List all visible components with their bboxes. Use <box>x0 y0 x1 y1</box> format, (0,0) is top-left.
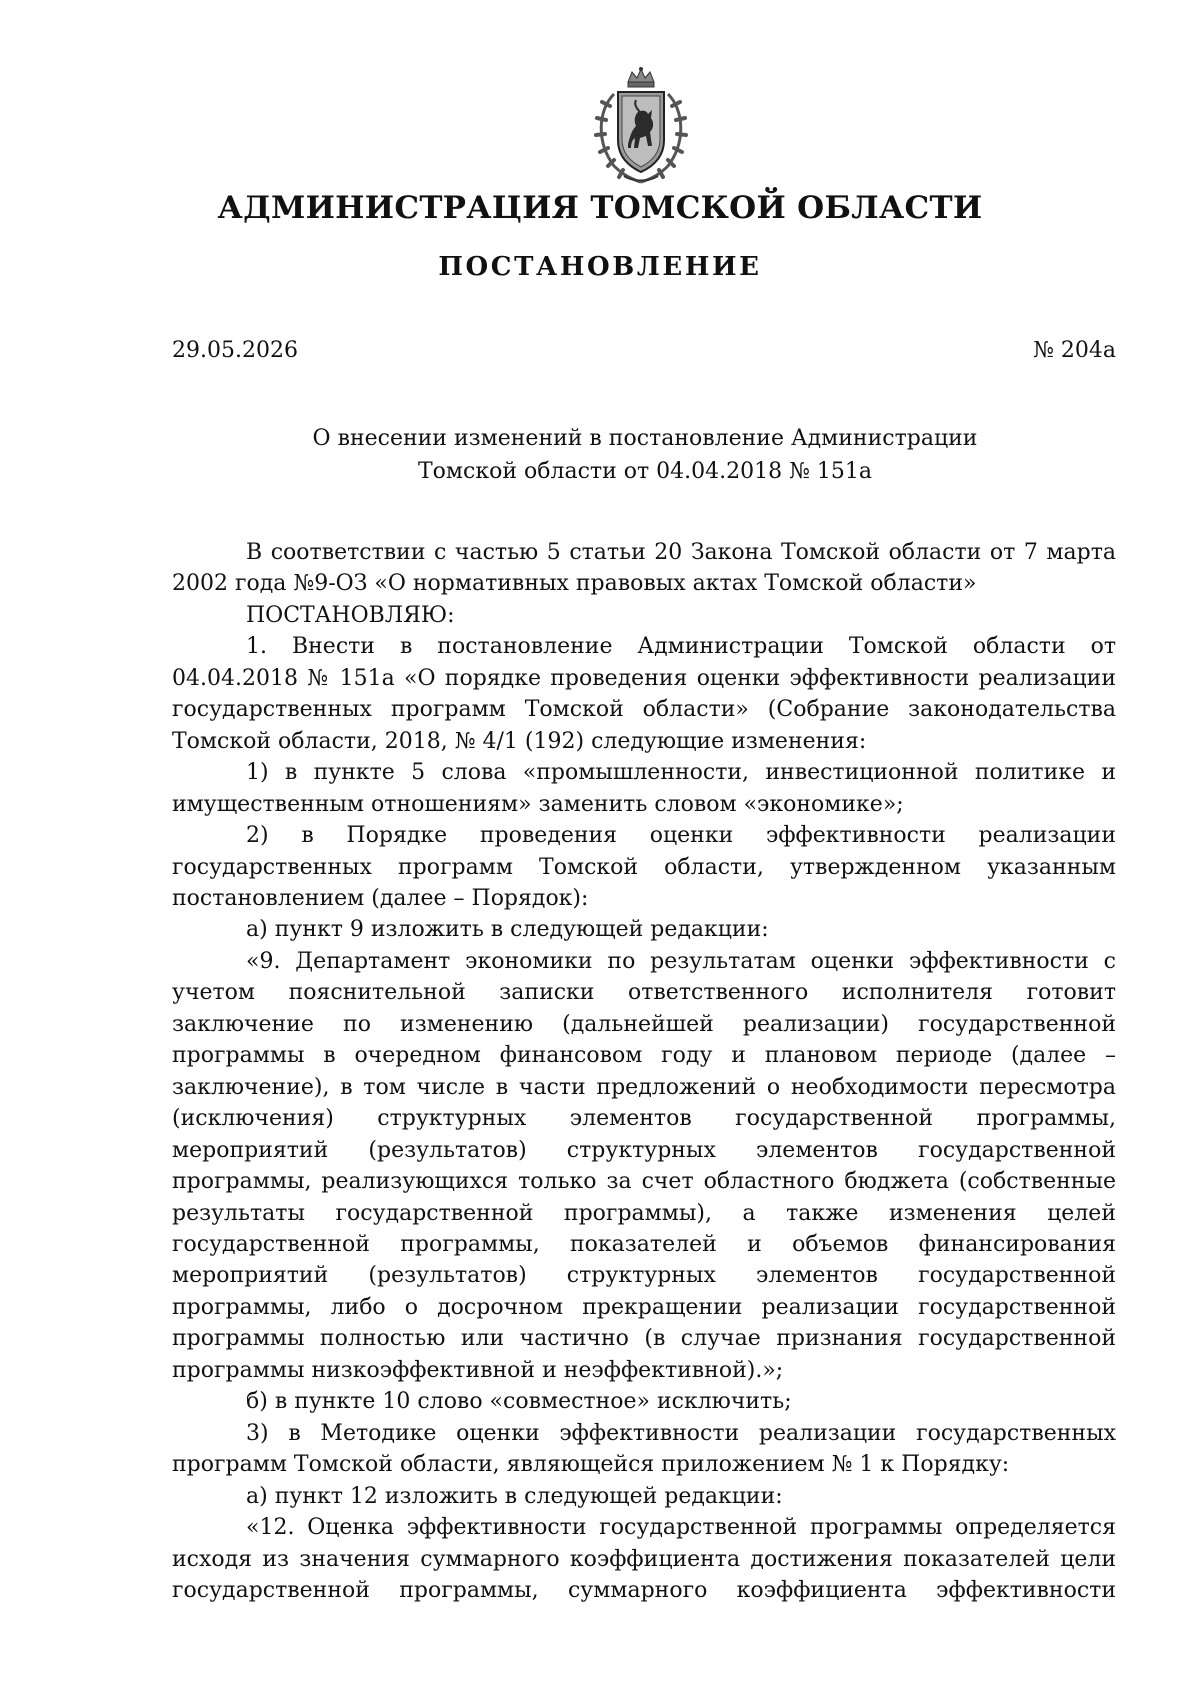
paragraph-quote-12: «12. Оценка эффективности государственной программы определяется исходя из значения суммарного коэффициента достижения показателей цели государственной программы, суммарного коэффициента эффективности <box>172 1515 1116 1603</box>
paragraph-item-1-3: 3) в Методике оценки эффективности реализации государственных программ Томской области, являющейся приложением № 1 к Порядку: <box>172 1420 1116 1478</box>
document-type-title: ПОСТАНОВЛЕНИЕ <box>438 252 762 282</box>
paragraph-item-1-2-b: б) в пункте 10 слово «совместное» исключить; <box>246 1389 792 1415</box>
paragraph-item-1-3-a: а) пункт 12 изложить в следующей редакции: <box>246 1483 783 1509</box>
paragraph-quote-9: «9. Департамент экономики по результатам оценки эффективности с учетом пояснительной записки ответственного исполнителя готовит заключение по изменению (дальнейшей реализации) государственной программы в очередном финансовом году и плановом периоде (далее – заключение), в том числе в части предложений о необходимости пересмотра (исключения) структурных элементов государственной программы, мероприятий (результатов) структурных элементов государственной программы, реализующихся только за счет областного бюджета (собственные результаты государственной программы), а также изменения целей государственной программы, показателей и объемов финансирования мероприятий (результатов) структурных элементов государственной программы, либо о досрочном прекращении реализации государственной программы полностью или частично (в случае признания государственной программы низкоэффективной и неэффективной).»; <box>172 948 1116 1383</box>
paragraph-item-1-1: 1) в пункте 5 слова «промышленности, инвестиционной политике и имущественным отношениям» заменить словом «экономике»; <box>172 760 1116 817</box>
document-date: 29.05.2026 <box>172 338 298 363</box>
document-number: № 204а <box>1033 338 1116 363</box>
document-subject <box>172 422 1118 488</box>
resolve-heading: ПОСТАНОВЛЯЮ: <box>246 602 455 628</box>
subject-line: Томской области от 04.04.2018 № 151а <box>417 459 873 484</box>
document-body <box>172 537 1116 1606</box>
coat-of-arms-icon <box>584 66 698 186</box>
preamble-paragraph: В соответствии с частью 5 статьи 20 Закона Томской области от 7 марта 2002 года №9-ОЗ «О нормативных правовых актах Томской области» <box>172 540 1116 597</box>
paragraph-item-1-2: 2) в Порядке проведения оценки эффективности реализации государственных программ Томской области, утвержденном указанным постановлением (далее – Порядок): <box>172 823 1116 911</box>
subject-line: О внесении изменений в постановление Администрации <box>312 426 978 451</box>
organization-title: АДМИНИСТРАЦИЯ ТОМСКОЙ ОБЛАСТИ <box>217 190 983 226</box>
paragraph-item-1-2-a: а) пункт 9 изложить в следующей редакции: <box>246 917 769 943</box>
paragraph-item-1: 1. Внести в постановление Администрации Томской области от 04.04.2018 № 151а «О порядке проведения оценки эффективности реализации государственных программ Томской области» (Собрание законодательства Томской области, 2018, № 4/1 (192) следующие изменения: <box>172 634 1116 754</box>
